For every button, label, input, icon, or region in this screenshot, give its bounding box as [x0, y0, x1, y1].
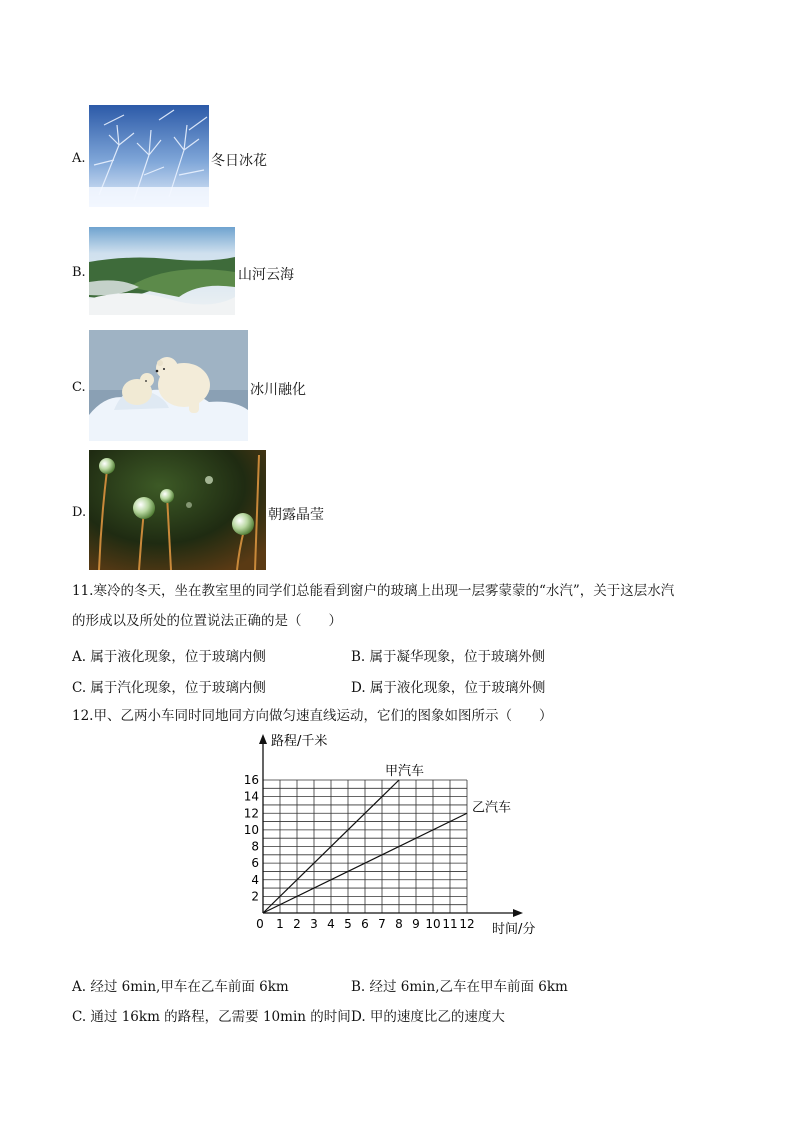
x-tick-label: 5 [344, 917, 352, 931]
x-tick-label: 10 [425, 917, 441, 931]
y-tick-label: 2 [251, 889, 259, 904]
option-letter: B. [72, 265, 86, 280]
option-caption: 冰川融化 [250, 382, 306, 398]
answer-option-a[interactable]: A. 经过 6min,甲车在乙车前面 6km [72, 979, 289, 995]
option-letter: C. [72, 380, 86, 395]
x-tick-label: 3 [310, 917, 318, 931]
y-tick-label: 16 [243, 773, 259, 787]
x-origin-label: 0 [256, 917, 264, 931]
series-label: 甲汽车 [385, 764, 425, 779]
answer-option-c[interactable]: C. 通过 16km 的路程，乙需要 10min 的时间 [72, 1009, 351, 1025]
y-tick-label: 6 [251, 856, 259, 871]
y-tick-label: 8 [251, 839, 259, 854]
answer-option-a[interactable]: A. 属于液化现象，位于玻璃内侧 [72, 649, 266, 665]
answer-option-b[interactable]: B. 经过 6min,乙车在甲车前面 6km [351, 979, 568, 995]
option-caption: 冬日冰花 [211, 153, 267, 169]
dew-drops-photo [89, 450, 266, 570]
answer-option-b[interactable]: B. 属于凝华现象，位于玻璃外侧 [351, 649, 546, 665]
x-tick-label: 11 [442, 917, 458, 931]
y-tick-label: 12 [243, 806, 259, 821]
option-caption: 朝露晶莹 [268, 507, 324, 523]
y-axis-label: 路程/千米 [271, 734, 328, 749]
distance-time-chart [230, 730, 560, 940]
x-tick-label: 2 [293, 917, 301, 931]
x-axis-label: 时间/分 [492, 922, 536, 937]
frost-photo [89, 105, 209, 207]
x-tick-label: 12 [459, 917, 475, 931]
y-tick-label: 10 [243, 822, 259, 837]
option-letter: D. [72, 505, 87, 520]
polar-bears-photo [89, 330, 248, 441]
question-stem-line-1: 11.寒冷的冬天，坐在教室里的同学们总能看到窗户的玻璃上出现一层雾蒙蒙的“水汽”，关于这层水汽 [72, 583, 675, 599]
option-letter: A. [72, 151, 86, 166]
question-stem: 12.甲、乙两小车同时同地同方向做匀速直线运动，它们的图象如图所示（ ） [72, 708, 553, 724]
y-tick-label: 14 [243, 789, 259, 804]
answer-option-d[interactable]: D. 甲的速度比乙的速度大 [351, 1009, 505, 1025]
answer-option-d[interactable]: D. 属于液化现象，位于玻璃外侧 [351, 680, 546, 696]
question-stem-line-2: 的形成以及所处的位置说法正确的是（ ） [72, 613, 342, 629]
series-label: 乙汽车 [472, 800, 512, 816]
y-axis-arrow [259, 734, 267, 744]
x-tick-label: 4 [327, 917, 335, 931]
x-tick-label: 7 [378, 917, 386, 931]
x-tick-label: 1 [276, 917, 284, 931]
option-caption: 山河云海 [238, 267, 294, 283]
answer-option-c[interactable]: C. 属于汽化现象，位于玻璃内侧 [72, 680, 266, 696]
x-tick-label: 8 [395, 917, 403, 931]
y-tick-label: 4 [251, 872, 259, 887]
x-tick-label: 6 [361, 917, 369, 931]
x-tick-label: 9 [412, 917, 420, 931]
x-axis-arrow [513, 909, 523, 917]
sea-of-clouds-photo [89, 227, 235, 315]
